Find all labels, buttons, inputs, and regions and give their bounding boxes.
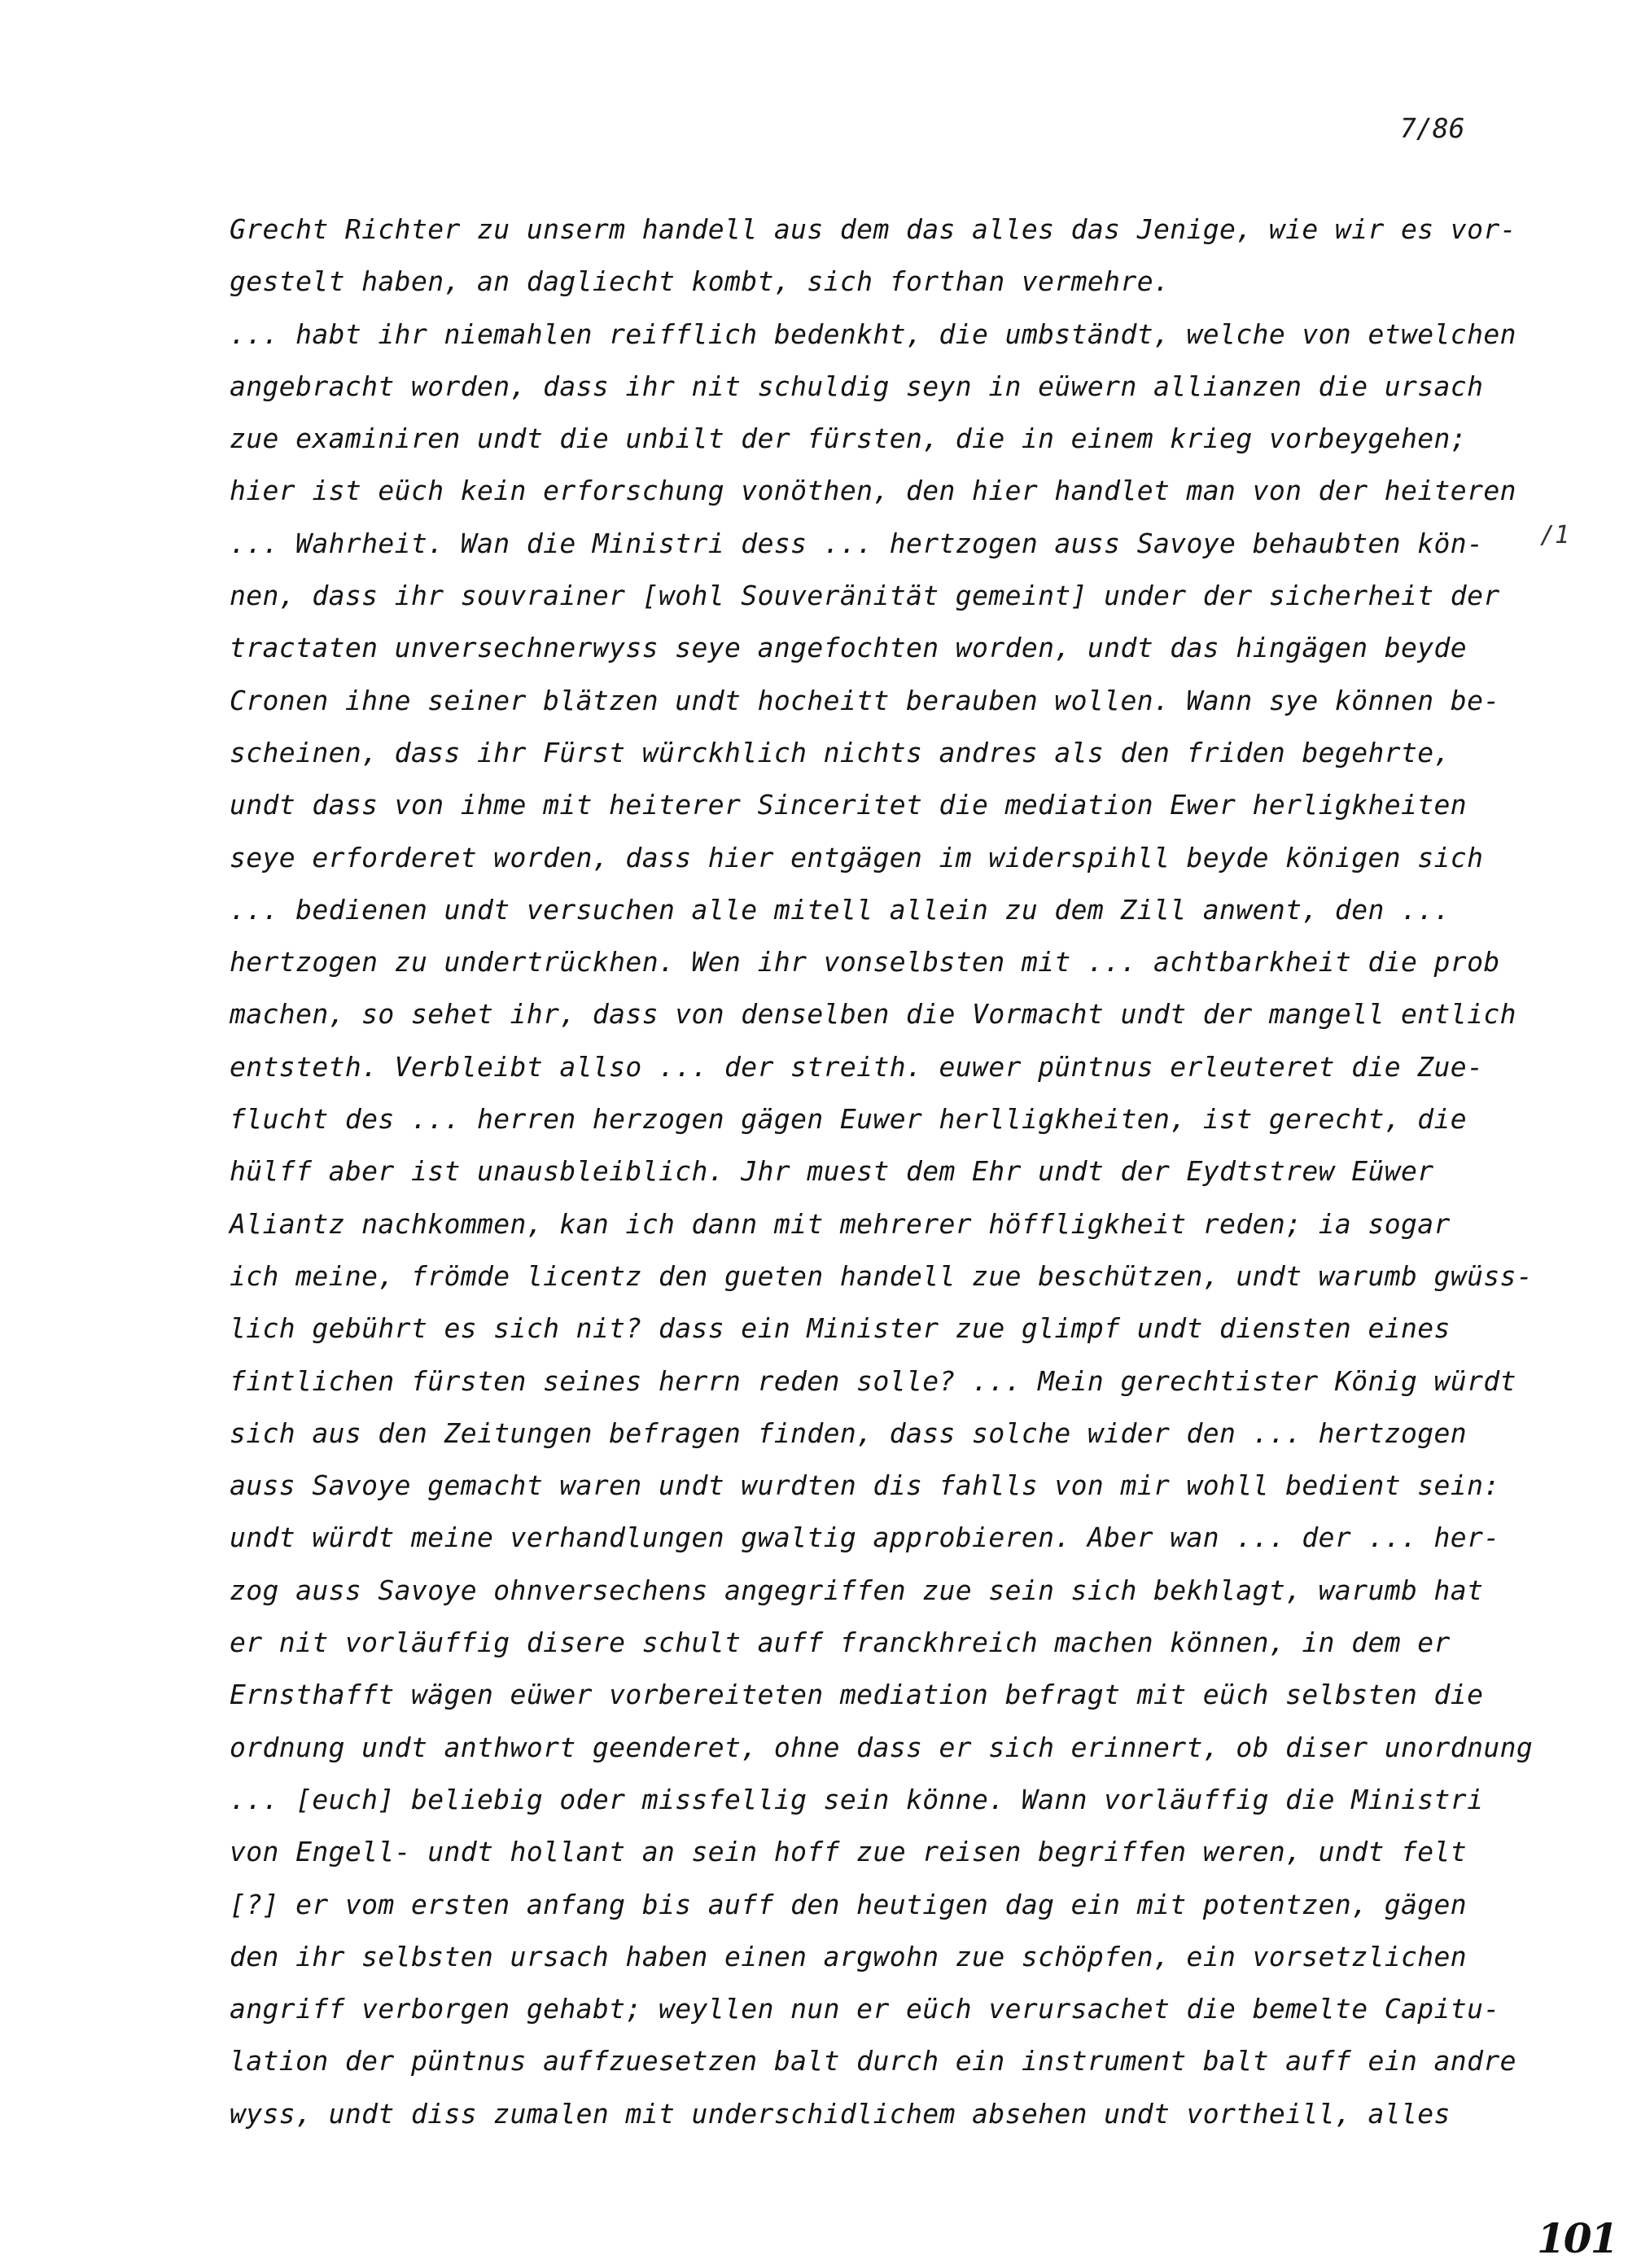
text-line: angriff verborgen gehabt; weyllen nun er eüch verursachet die bemelte Capitu- — [230, 1993, 1500, 2025]
text-line: ... Wahrheit. Wan die Ministri dess ... hertzogen auss Savoye behaubten kön- — [230, 527, 1484, 559]
text-line: fintlichen fürsten seines herrn reden solle? ... Mein gerechtister König würdt — [230, 1364, 1516, 1397]
text-line: machen, so sehet ihr, dass von denselben die Vormacht undt der mangell entlich — [230, 998, 1516, 1031]
text-line: [?] er vom ersten anfang bis auff den heutigen dag ein mit potentzen, gägen — [230, 1888, 1468, 1920]
text-line: nen, dass ihr souvrainer [wohl Souveränität gemeint] under der sicherheit der — [230, 580, 1500, 612]
text-line: Cronen ihne seiner blätzen undt hocheitt berauben wollen. Wann sye können be- — [230, 684, 1500, 716]
text-line: seye erforderet worden, dass hier entgägen im widerspihll beyde königen sich — [230, 841, 1484, 873]
text-line: zog auss Savoye ohnversechens angegriffen zue sein sich bekhlagt, warumb hat — [230, 1574, 1484, 1606]
margin-mark: /1 — [1540, 521, 1570, 549]
text-line: lation der püntnus auffzuesetzen balt durch ein instrument balt auff ein andre — [230, 2045, 1516, 2078]
text-line: Grecht Richter zu unserm handell aus dem das alles das Jenige, wie wir es vor- — [230, 213, 1516, 245]
text-line: zue examiniren undt die unbilt der fürsten, die in einem krieg vorbeygehen; — [230, 423, 1468, 455]
text-line: tractaten unversechnerwyss seye angefochten worden, undt das hingägen beyde — [230, 632, 1468, 664]
text-line: hertzogen zu undertrückhen. Wen ihr vonselbsten mit ... achtbarkheit die prob — [230, 946, 1500, 979]
text-line: ... [euch] beliebig oder missfellig sein könne. Wann vorläuffig die Ministri — [230, 1783, 1484, 1815]
text-line: sich aus den Zeitungen befragen finden, dass solche wider den ... hertzogen — [230, 1416, 1468, 1449]
text-line: flucht des ... herren herzogen gägen Euwer herlligkheiten, ist gerecht, die — [230, 1103, 1468, 1136]
text-line: undt würdt meine verhandlungen gwaltig approbieren. Aber wan ... der ... her- — [230, 1521, 1500, 1554]
text-line: scheinen, dass ihr Fürst würckhlich nichts andres als den friden begehrte, — [230, 736, 1451, 768]
text-line: lich gebührt es sich nit? dass ein Minister zue glimpf undt diensten eines — [230, 1312, 1451, 1345]
text-line: ... bedienen undt versuchen alle mitell allein zu dem Zill anwent, den ... — [230, 893, 1451, 926]
text-line: wyss, undt diss zumalen mit underschidlichem absehen undt vortheill, alles — [230, 2097, 1451, 2130]
text-line: undt dass von ihme mit heiterer Sinceritet die mediation Ewer herligkheiten — [230, 789, 1468, 821]
text-line: hier ist eüch kein erforschung vonöthen, den hier handlet man von der heiteren — [230, 475, 1516, 507]
text-line: entsteth. Verbleibt allso ... der streith. euwer püntnus erleuteret die Zue- — [230, 1050, 1484, 1083]
text-line: ich meine, frömde licentz den gueten handell zue beschützen, undt warumb gwüss- — [230, 1259, 1534, 1292]
text-line: ordnung undt anthwort geenderet, ohne dass er sich erinnert, ob diser unordnung — [230, 1731, 1534, 1763]
body-text — [230, 204, 1565, 2140]
folio-number: 101 — [1537, 2214, 1617, 2262]
text-line: von Engell- undt hollant an sein hoff zue reisen begriffen weren, undt felt — [230, 1836, 1468, 1868]
text-line: ... habt ihr niemahlen reifflich bedenkht, die umbständt, welche von etwelchen — [230, 317, 1516, 350]
text-line: er nit vorläuffig disere schult auff franckhreich machen können, in dem er — [230, 1627, 1451, 1659]
text-line: hülff aber ist unausbleiblich. Jhr muest dem Ehr undt der Eydtstrew Eüwer — [230, 1155, 1434, 1188]
page-number: 7/86 — [1400, 112, 1465, 144]
text-line: den ihr selbsten ursach haben einen argwohn zue schöpfen, ein vorsetzlichen — [230, 1940, 1468, 1972]
text-line: auss Savoye gemacht waren undt wurdten dis fahlls von mir wohll bedient sein: — [230, 1469, 1500, 1502]
text-line: angebracht worden, dass ihr nit schuldig seyn in eüwern allianzen die ursach — [230, 370, 1484, 402]
text-line: Ernsthafft wägen eüwer vorbereiteten mediation befragt mit eüch selbsten die — [230, 1679, 1484, 1711]
text-line: gestelt haben, an dagliecht kombt, sich forthan vermehre. — [230, 265, 1171, 298]
text-line: Aliantz nachkommen, kan ich dann mit mehrerer höffligkheit reden; ia sogar — [230, 1207, 1451, 1240]
